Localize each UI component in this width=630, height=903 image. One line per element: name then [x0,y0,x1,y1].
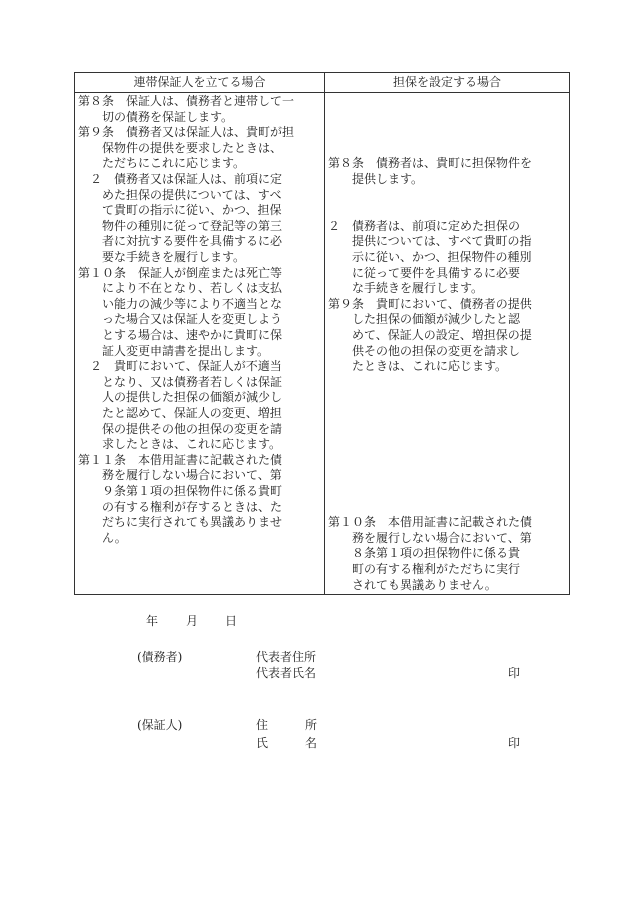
guarantor-address-label-2: 所 [305,718,318,732]
clause-comparison-table [74,72,570,595]
clause-line: 切の債務を保証します。 [78,109,234,124]
clause-line: ん。 [78,530,127,545]
debtor-name-label: 代表者氏名 [256,666,317,680]
header-collateral: 担保を設定する場合 [392,75,501,89]
clause-line: とする場合は、速やかに貴町に保 [78,328,283,342]
clause-line: 務を履行しない場合において、第 [328,530,532,545]
clause-line: だちに実行されても異議ありませ [78,515,283,530]
column-divider [324,73,325,594]
clause-line: 第９条 貴町において、債務者の提供 [328,296,532,311]
date-month: 月 [186,614,199,628]
guarantor-name-label-2: 名 [305,736,318,750]
clause-line: めた担保の提供については、すべ [78,187,282,202]
clause-line: ２ 貴町において、保証人が不適当 [78,359,282,374]
clause-line: 第１１条 本借用証書に記載された債 [78,452,283,467]
clause-line: めて、保証人の設定、増担保の提 [328,328,532,342]
clause-line: な手続きを履行します。 [328,281,484,296]
date-day: 日 [225,614,238,628]
debtor-address-label: 代表者住所 [256,650,317,664]
clause-line: 求したときは、これに応じます。 [78,437,282,452]
clause-line: ２ 債務者又は保証人は、前項に定 [78,172,283,186]
clause-line: 者に対抗する要件を具備するに必 [78,234,283,249]
guarantor-address-label-1: 住 [256,718,269,732]
clause-line: 証人変更申請書を提出します。 [78,343,270,358]
guarantor-label: (保証人) [137,718,183,732]
clause-line: 第８条 保証人は、債務者と連帯して一 [78,94,295,108]
clause-line: ８条第１項の担保物件に係る貴 [328,546,521,561]
clause-line: 第８条 債務者は、貴町に担保物件を [328,156,533,171]
clause-line: 保物件の提供を要求したときは、 [78,140,283,155]
clause-line: 保の提供その他の担保の変更を請 [78,421,283,436]
clause-line: った場合又は保証人を変更しよう [78,312,283,327]
clause-line: 供その他の担保の変更を請求し [328,343,521,358]
clause-line: たと認めて、保証人の変更、増担 [78,406,282,420]
clause-line: 示に従い、かつ、担保物件の種別 [328,250,532,264]
guarantor-name-label-1: 氏 [256,736,269,750]
clause-line: 物件の種別に従って登記等の第三 [78,218,283,233]
clause-line: 第１０条 保証人が倒産または死亡等 [78,265,283,280]
clause-line: した担保の価額が減少したと認 [328,312,521,327]
clause-line: 務を履行しない場合において、第 [78,468,282,483]
clause-line: の有する権利が存するときは、た [78,499,283,514]
clause-line: い能力の減少等により不適当とな [78,296,283,311]
header-joint-guarantor: 連帯保証人を立てる場合 [133,75,266,89]
clause-line: たときは、これに応じます。 [328,359,508,374]
clause-line: 町の有する権利がただちに実行 [328,562,521,576]
clause-line: 第９条 債務者又は保証人は、貴町が担 [78,125,295,140]
clause-line: て貴町の指示に従い、かつ、担保 [78,203,282,218]
clause-line: により不在となり、若しくは支払 [78,281,283,296]
clause-line: ２ 債務者は、前項に定めた担保の [328,218,521,233]
clause-line: 人の提供した担保の価額が減少し [78,390,283,405]
clause-line: 要な手続きを履行します。 [78,250,246,264]
debtor-seal-mark: 印 [508,666,521,680]
clause-line: 第１０条 本借用証書に記載された債 [328,515,533,530]
clause-line: ９条第１項の担保物件に係る貴町 [78,484,283,498]
clause-line: ただちにこれに応じます。 [78,156,246,171]
guarantor-seal-mark: 印 [508,736,521,750]
debtor-label: (債務者) [137,650,183,664]
date-year: 年 [146,614,159,628]
clause-line: に従って要件を具備するに必要 [328,265,521,280]
clause-line: となり、又は債務者若しくは保証 [78,374,283,389]
clause-line: 提供については、すべて貴町の指 [328,234,532,249]
clause-line: されても異議ありません。 [328,577,497,592]
clause-line: 提供します。 [328,172,424,186]
